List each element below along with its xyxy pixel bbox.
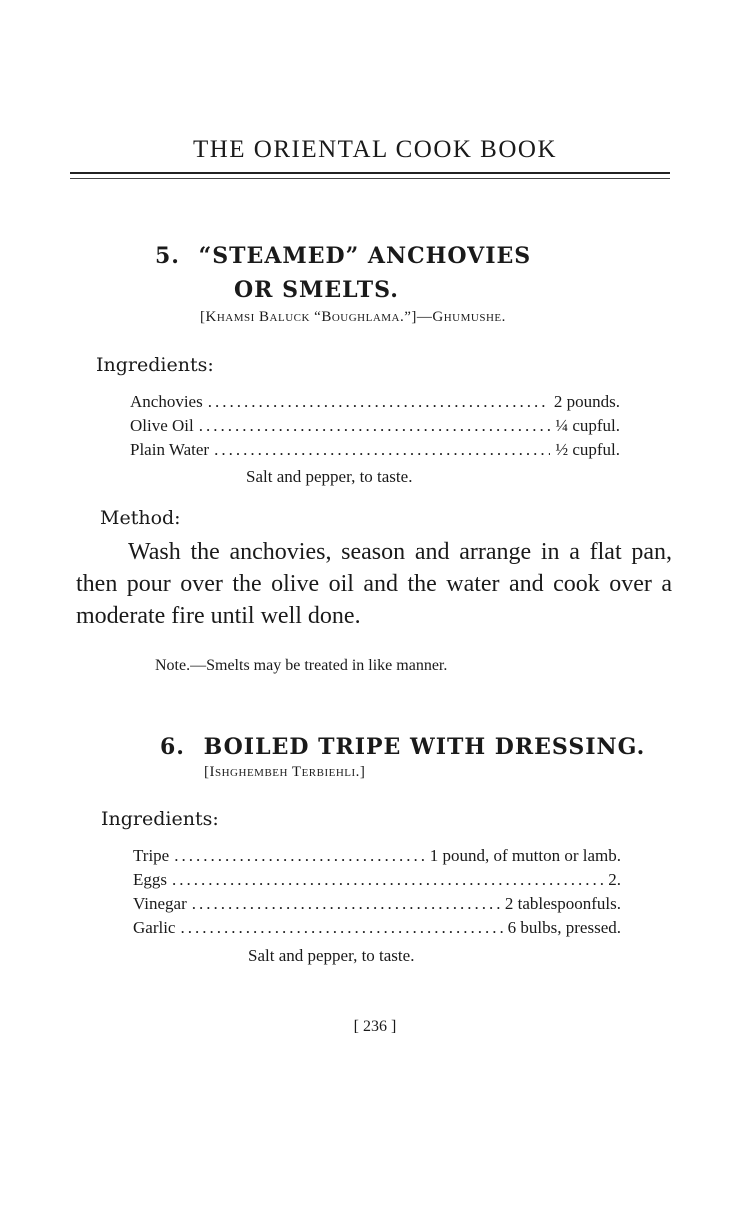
recipe-number: 5. xyxy=(155,243,180,269)
recipe-6-ingredients-label: Ingredients: xyxy=(101,808,219,830)
ingredient-name: Eggs xyxy=(133,870,167,889)
ingredient-name: Garlic xyxy=(133,918,176,937)
ingredient-row xyxy=(133,868,621,892)
ingredient-amount: 1 pound, of mutton or lamb. xyxy=(429,846,621,865)
recipe-6-title xyxy=(160,734,645,760)
recipe-6-ingredients-list xyxy=(133,844,621,940)
recipe-5-title xyxy=(155,243,531,269)
ingredient-name: Tripe xyxy=(133,846,170,865)
recipe-number: 6. xyxy=(160,734,185,760)
recipe-6-seasoning: Salt and pepper, to taste. xyxy=(248,946,415,965)
ingredient-amount: 2 pounds. xyxy=(553,392,620,411)
ingredient-name: Plain Water xyxy=(130,440,210,459)
dot-leader xyxy=(199,414,551,438)
dot-leader xyxy=(174,844,425,868)
ingredient-amount: 2 tablespoonfuls. xyxy=(504,894,621,913)
ingredient-row xyxy=(130,414,620,438)
recipe-5-subtitle: [Khamsi Baluck “Boughlama.”]—Ghumushe. xyxy=(200,309,506,325)
dot-leader xyxy=(214,438,550,462)
recipe-title-line-2: OR SMELTS. xyxy=(234,277,399,303)
ingredient-row xyxy=(130,438,620,462)
ingredient-amount: ¼ cupful. xyxy=(555,416,620,435)
dot-leader xyxy=(192,892,500,916)
ingredient-row xyxy=(133,844,621,868)
ingredient-name: Olive Oil xyxy=(130,416,194,435)
recipe-5-note: Note.—Smelts may be treated in like manner. xyxy=(155,657,448,674)
dot-leader xyxy=(172,868,603,892)
ingredient-amount: 6 bulbs, pressed. xyxy=(507,918,621,937)
ingredient-row xyxy=(133,892,621,916)
page-number: [ 236 ] xyxy=(353,1018,397,1035)
header-rule-thin xyxy=(70,178,670,179)
recipe-5-method-text: Wash the anchovies, season and arrange in a flat pan, then pour over the olive oil and the water and cook over a moderate fire until well done. xyxy=(76,539,672,629)
header-rule xyxy=(70,172,670,174)
recipe-5-ingredients-list xyxy=(130,390,620,462)
ingredient-amount: ½ cupful. xyxy=(555,440,620,459)
recipe-6-subtitle: [Ishghembeh Terbiehli.] xyxy=(204,764,366,780)
recipe-title-line-1: BOILED TRIPE WITH DRESSING. xyxy=(203,734,646,760)
dot-leader xyxy=(208,390,549,414)
dot-leader xyxy=(180,916,502,940)
recipe-title-line-1: “STEAMED” ANCHOVIES xyxy=(198,243,532,269)
running-head: THE ORIENTAL COOK BOOK xyxy=(192,136,558,163)
recipe-5-method-label: Method: xyxy=(100,507,181,529)
ingredient-name: Vinegar xyxy=(133,894,187,913)
recipe-5-ingredients-label: Ingredients: xyxy=(96,354,214,376)
ingredient-amount: 2. xyxy=(608,870,621,889)
ingredient-row xyxy=(130,390,620,414)
ingredient-row xyxy=(133,916,621,940)
recipe-5-seasoning: Salt and pepper, to taste. xyxy=(246,467,413,486)
ingredient-name: Anchovies xyxy=(130,392,203,411)
